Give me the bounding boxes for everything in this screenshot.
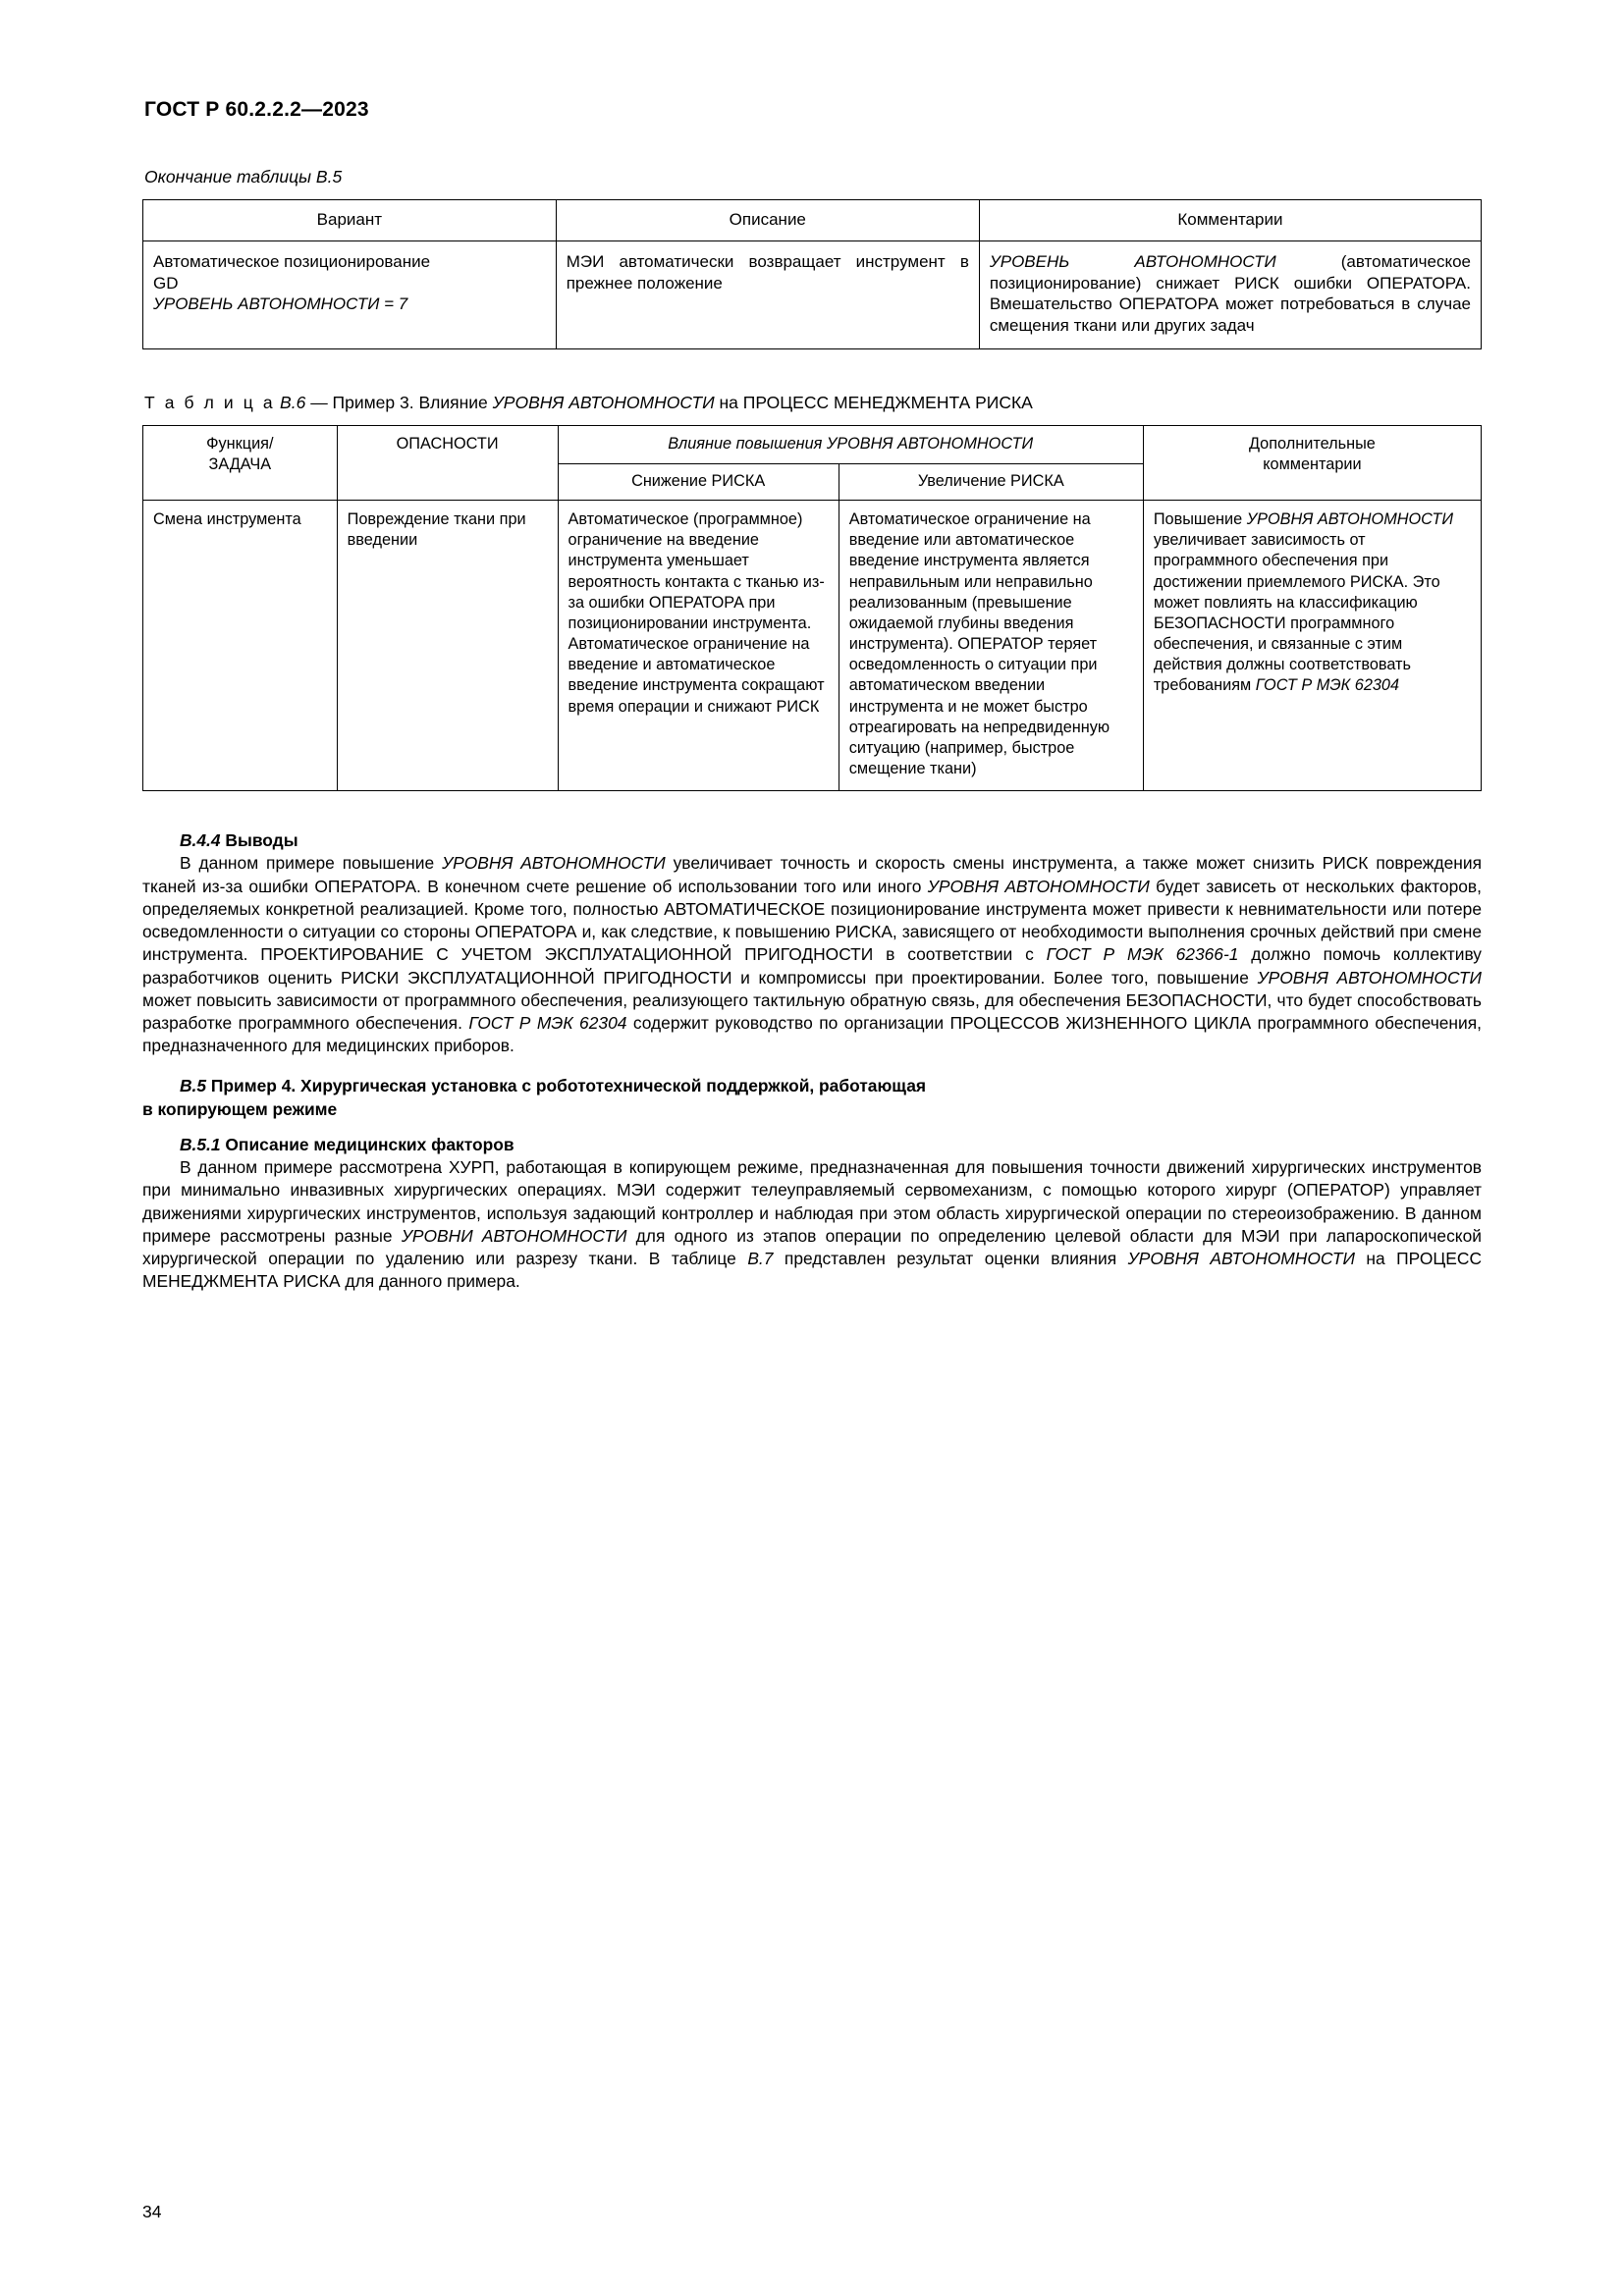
section-number: В.4.4 <box>180 830 221 851</box>
text-run-italic: УРОВНИ АВТОНОМНОСТИ <box>401 1225 627 1246</box>
cell-hazard: Повреждение ткани при введении <box>337 501 558 791</box>
text-run-italic: УРОВНЯ АВТОНОМНОСТИ <box>1127 1249 1355 1268</box>
paragraph-b44 <box>142 852 1482 1057</box>
text-run: для одного из этапов операции по определению целевой области для МЭИ при лапароскопической хирургической операции по удалению или разрезу ткани. В таблице <box>142 1225 1482 1268</box>
column-header-description: Описание <box>556 200 979 241</box>
text-run: должно помочь коллективу разработчиков оценить РИСКИ ЭКСПЛУАТАЦИОННОЙ ПРИГОДНОСТИ и компромиссы при проектировании. Более того, повышение <box>142 944 1482 988</box>
text-run: содержит руководство по организации ПРОЦЕССОВ ЖИЗНЕННОГО ЦИКЛА программного обеспечения, предназначенного для медицинских приборов. <box>142 1012 1482 1056</box>
caption-label: Т а б л и ц а <box>144 392 276 412</box>
table-b5-caption: Окончание таблицы В.5 <box>144 167 343 187</box>
cell-function: Смена инструмента <box>143 501 338 791</box>
column-header-variant: Вариант <box>143 200 557 241</box>
text-run: может повысить зависимости от программного обеспечения, реализующего тактильную обратную связь, для обеспечения БЕЗОПАСНОСТИ, что будет способствовать разработке программного обеспечения. <box>142 989 1482 1033</box>
column-header-hazards: ОПАСНОСТИ <box>337 425 558 500</box>
section-heading-line-2: в копирующем режиме <box>142 1098 338 1119</box>
column-header-function <box>143 425 338 500</box>
header-line-2: ЗАДАЧА <box>208 454 272 473</box>
comments-italic-2: ГОСТ Р МЭК 62304 <box>1255 676 1400 695</box>
section-title: Выводы <box>220 830 298 851</box>
text-run-italic: ГОСТ Р МЭК 62366-1 <box>1046 944 1239 965</box>
column-header-additional-comments <box>1143 425 1481 500</box>
section-title: Описание медицинских факторов <box>220 1135 514 1155</box>
table-b6-caption <box>144 393 1482 413</box>
cell-variant <box>143 240 557 348</box>
cell-comments <box>979 240 1481 348</box>
text-run-italic: УРОВНЯ АВТОНОМНОСТИ <box>1257 967 1482 988</box>
table-b6 <box>142 425 1482 792</box>
column-header-risk-decrease: Снижение РИСКА <box>558 463 839 500</box>
variant-line-3: УРОВЕНЬ АВТОНОМНОСТИ = 7 <box>153 294 408 314</box>
cell-description: МЭИ автоматически возвращает инструмент в прежнее положение <box>556 240 979 348</box>
column-header-comments: Комментарии <box>979 200 1481 241</box>
table-row-header <box>143 200 1482 241</box>
section-heading-line-1 <box>142 1075 1482 1097</box>
text-run: увеличивает точность и скорость смены инструмента, а также может снизить РИСК повреждения тканей из-за ошибки ОПЕРАТОРА. В конечном счете решение об использовании того или иного <box>142 853 1482 896</box>
caption-middle: — Пример 3. Влияние <box>305 392 493 412</box>
page-title: ГОСТ Р 60.2.2.2—2023 <box>144 98 369 121</box>
caption-italic-term: УРОВНЯ АВТОНОМНОСТИ <box>492 392 715 412</box>
section-number: В.5 <box>180 1076 207 1096</box>
comments-italic-1: УРОВНЯ АВТОНОМНОСТИ <box>1246 510 1453 529</box>
section-number: В.5.1 <box>180 1135 221 1155</box>
cell-risk-decrease: Автоматическое (программное) ограничение на введение инструмента уменьшает вероятность контакта с тканью из-за ошибки ОПЕРАТОРА при позиционировании инструмента. Автоматическое ограничение на введение и автоматическое введение инструмента сокращают время операции и снижают РИСК <box>558 501 839 791</box>
table-row <box>143 240 1482 348</box>
text-run-italic: ГОСТ Р МЭК 62304 <box>468 1012 627 1033</box>
page-number: 34 <box>142 2202 162 2221</box>
column-header-group-influence: Влияние повышения УРОВНЯ АВТОНОМНОСТИ <box>558 425 1143 463</box>
paragraph-b51 <box>142 1156 1482 1293</box>
comment-text: (автоматическое позиционирование) снижает РИСК ошибки ОПЕРАТОРА. Вмешательство ОПЕРАТОРА может потребоваться в случае смещения ткани или других задач <box>989 251 1471 335</box>
text-run-italic: УРОВНЯ АВТОНОМНОСТИ <box>927 876 1150 896</box>
text-run: В данном примере рассмотрена ХУРП, работающая в копирующем режиме, предназначенная для повышения точности движений хирургических инструментов при минимально инвазивных хирургических операциях. МЭИ содержит телеуправляемый сервомеханизм, с помощью которого хирург (ОПЕРАТОР) управляет движениями хирургических инструментов, используя задающий контроллер и наблюдая при этом область хирургической операции по стереоизображению. В данном примере рассмотрены разные <box>142 1157 1482 1246</box>
table-b5 <box>142 199 1482 349</box>
text-run: будет зависеть от нескольких факторов, определяемых конкретной реализацией. Кроме того, полностью АВТОМАТИЧЕСКОЕ позиционирование инструмента может привести к невнимательности или потере осведомленности о ситуации со стороны ОПЕРАТОРА и, как следствие, к повышению РИСКА, зависящего от необходимости выполнения срочных действий при смене инструмента. ПРОЕКТИРОВАНИЕ С УЧЕТОМ ЭКСПЛУАТАЦИОННОЙ ПРИГОДНОСТИ в соответствии с <box>142 876 1482 965</box>
comments-part-2: увеличивает зависимость от программного обеспечения при достижении приемлемого РИСКА. Это может повлиять на классификацию БЕЗОПАСНОСТИ программного обеспечения, и связанные с этим действия должны соответствовать требованиям <box>1153 531 1440 695</box>
cell-additional-comments <box>1143 501 1481 791</box>
variant-line-1: Автоматическое позиционирование <box>153 251 431 271</box>
column-header-risk-increase: Увеличение РИСКА <box>839 463 1143 500</box>
section-title: Пример 4. Хирургическая установка с робототехнической поддержкой, работающая <box>206 1076 927 1096</box>
table-row <box>143 501 1482 791</box>
cell-risk-increase: Автоматическое ограничение на введение или автоматическое введение инструмента является неправильным или неправильно реализованным (превышение ожидаемой глубины введения инструмента). ОПЕРАТОР теряет осведомленность о ситуации при автоматическом введении инструмента и не может быстро отреагировать на непредвиденную ситуацию (например, быстрое смещение ткани) <box>839 501 1143 791</box>
text-run: представлен результат оценки влияния <box>773 1249 1128 1268</box>
caption-number: В.6 <box>280 392 306 412</box>
header-line-2: комментарии <box>1263 454 1362 473</box>
text-run: В данном примере повышение <box>180 853 443 874</box>
variant-line-2: GD <box>153 273 179 293</box>
comments-part-1: Повышение <box>1153 510 1247 529</box>
text-run-italic: В.7 <box>747 1249 774 1268</box>
header-line-1: Дополнительные <box>1248 434 1376 453</box>
section-heading-b51 <box>142 1135 1482 1155</box>
table-row-header <box>143 425 1482 463</box>
section-heading-b5 <box>142 1075 1482 1121</box>
comment-italic-term: УРОВЕНЬ АВТОНОМНОСТИ <box>989 251 1276 271</box>
text-run: на ПРОЦЕСС МЕНЕДЖМЕНТА РИСКА для данного примера. <box>142 1249 1482 1292</box>
caption-tail: на ПРОЦЕСС МЕНЕДЖМЕНТА РИСКА <box>714 392 1033 412</box>
section-heading-b44 <box>142 830 1482 851</box>
text-run-italic: УРОВНЯ АВТОНОМНОСТИ <box>442 853 666 874</box>
header-line-1: Функция/ <box>206 434 274 453</box>
